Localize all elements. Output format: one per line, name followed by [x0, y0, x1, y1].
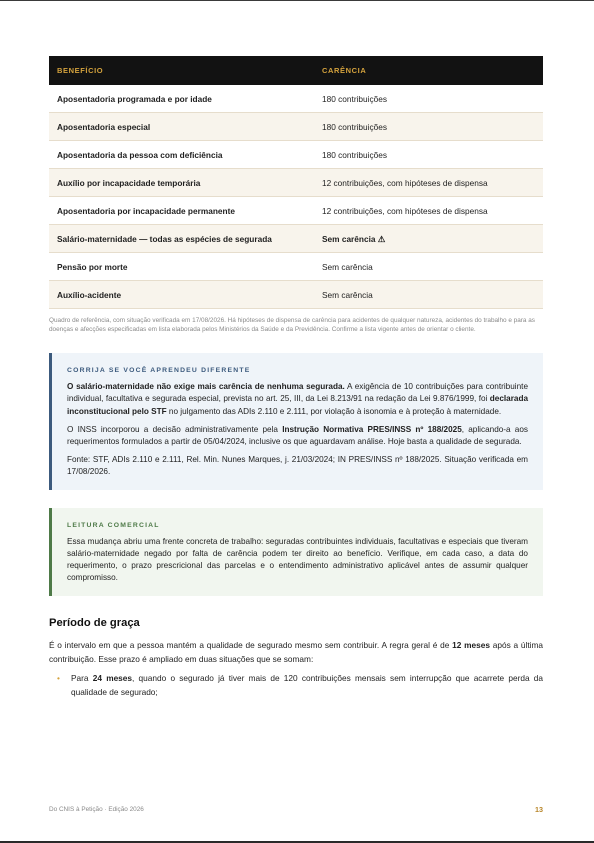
grace-period-paragraph: [49, 638, 543, 666]
commercial-box-title: LEITURA COMERCIAL: [67, 521, 160, 529]
grace-cell: Sem carência: [314, 253, 543, 281]
page-content: [49, 56, 543, 699]
commercial-text: Essa mudança abriu uma frente concreta de trabalho: seguradas contribuintes individuais, facultativas e especiais que tiveram salário-maternidade negado por falta de carência podem ter direito ao benefício. Verifique, em cada caso, a data do requerimento, o prazo prescricional das parcelas e o entendimento administrativo aplicável antes de assumir qualquer compromisso.: [67, 536, 528, 583]
table-row: [49, 225, 543, 253]
bold-text: 12 meses: [452, 639, 490, 650]
benefit-cell: Aposentadoria por incapacidade permanente: [49, 197, 314, 225]
body-text: após a última contribuição. Esse prazo é ampliado em duas situações que se somam:: [49, 639, 544, 664]
grace-cell: Sem carência: [314, 281, 543, 309]
benefit-cell: Salário-maternidade — todas as espécies de segurada: [49, 225, 314, 253]
correction-box: [49, 353, 543, 490]
table-row: [49, 169, 543, 197]
body-text: O INSS incorporou a decisão administrativamente pela: [67, 424, 283, 434]
benefit-cell: Pensão por morte: [49, 253, 314, 281]
bold-text: O salário-maternidade não exige mais carência de nenhuma segurada.: [67, 382, 345, 392]
bold-text: declarada inconstitucional pelo STF: [67, 394, 528, 416]
grace-cell-warning: Sem carência ⚠: [314, 225, 543, 253]
benefit-cell: Aposentadoria programada e por idade: [49, 85, 314, 113]
table-row: [49, 197, 543, 225]
body-text: , quando o segurado já tiver mais de 120 contribuições mensais sem interrupção que acarrete perda da qualidade de segurado;: [71, 672, 544, 697]
benefit-cell: Auxílio-acidente: [49, 281, 314, 309]
table-row: [49, 141, 543, 169]
list-item: [49, 671, 543, 699]
correction-source: Fonte: STF, ADIs 2.110 e 2.111, Rel. Min. Nunes Marques, j. 21/03/2024; IN PRES/INSS nº 188/2025. Situação verificada em 17/08/2026.: [67, 455, 528, 477]
body-text: , aplicando-a aos requerimentos formulados a partir de 05/04/2024, inclusive os que aguardavam análise. Hoje basta a qualidade de segurada.: [67, 424, 529, 447]
table-row: [49, 85, 543, 113]
grace-cell: 180 contribuições: [314, 141, 543, 169]
top-rule: [0, 0, 594, 1]
correction-paragraph-2: [67, 424, 528, 448]
commercial-box: [49, 508, 543, 596]
section-heading: Período de graça: [49, 616, 140, 629]
bullet-icon: •: [57, 672, 60, 683]
grace-table: [49, 56, 543, 309]
benefit-cell: Aposentadoria da pessoa com deficiência: [49, 141, 314, 169]
grace-cell: 12 contribuições, com hipóteses de dispensa: [314, 169, 543, 197]
table-row: [49, 253, 543, 281]
table-header-row: [49, 56, 543, 85]
footer-title: Do CNIS à Petição · Edição 2026: [49, 806, 144, 813]
correction-paragraph-1: [67, 381, 528, 418]
table-row: [49, 113, 543, 141]
correction-box-title: CORRIJA SE VOCÊ APRENDEU DIFERENTE: [67, 367, 251, 374]
benefit-cell: Aposentadoria especial: [49, 113, 314, 141]
page-number: 13: [535, 805, 543, 814]
page-footer: [49, 806, 543, 813]
header-benefit: BENEFÍCIO: [57, 66, 104, 75]
body-text: Para: [71, 672, 93, 683]
grace-cell: 12 contribuições, com hipóteses de dispensa: [314, 197, 543, 225]
bold-text: 24 meses: [92, 672, 133, 683]
table-row: [49, 281, 543, 309]
table-caption: Quadro de referência, com situação verificada em 17/08/2026. Há hipóteses de dispensa de carência para acidentes de qualquer natureza, acidentes do trabalho e para as doenças e afecções especificadas em lista elaborada pelos Ministérios da Saúde e da Previdência. Confirme a lista vigente antes de orientar o cliente.: [49, 317, 536, 333]
grace-cell: 180 contribuições: [314, 113, 543, 141]
header-grace: CARÊNCIA: [322, 66, 367, 75]
grace-cell: 180 contribuições: [314, 85, 543, 113]
body-text: É o intervalo em que a pessoa mantém a qualidade de segurado mesmo sem contribuir. A regra geral é de: [49, 639, 453, 650]
body-text: no julgamento das ADIs 2.110 e 2.111, por violação à isonomia e à proteção à maternidade.: [166, 406, 502, 416]
bold-text: Instrução Normativa PRES/INSS nº 188/2025: [282, 424, 462, 434]
benefit-cell: Auxílio por incapacidade temporária: [49, 169, 314, 197]
body-text: A exigência de 10 contribuições para contribuinte individual, facultativa e segurada especial, prevista no art. 25, III, da Lei 8.213/91 na redação da Lei 9.876/1999, foi: [67, 382, 528, 404]
